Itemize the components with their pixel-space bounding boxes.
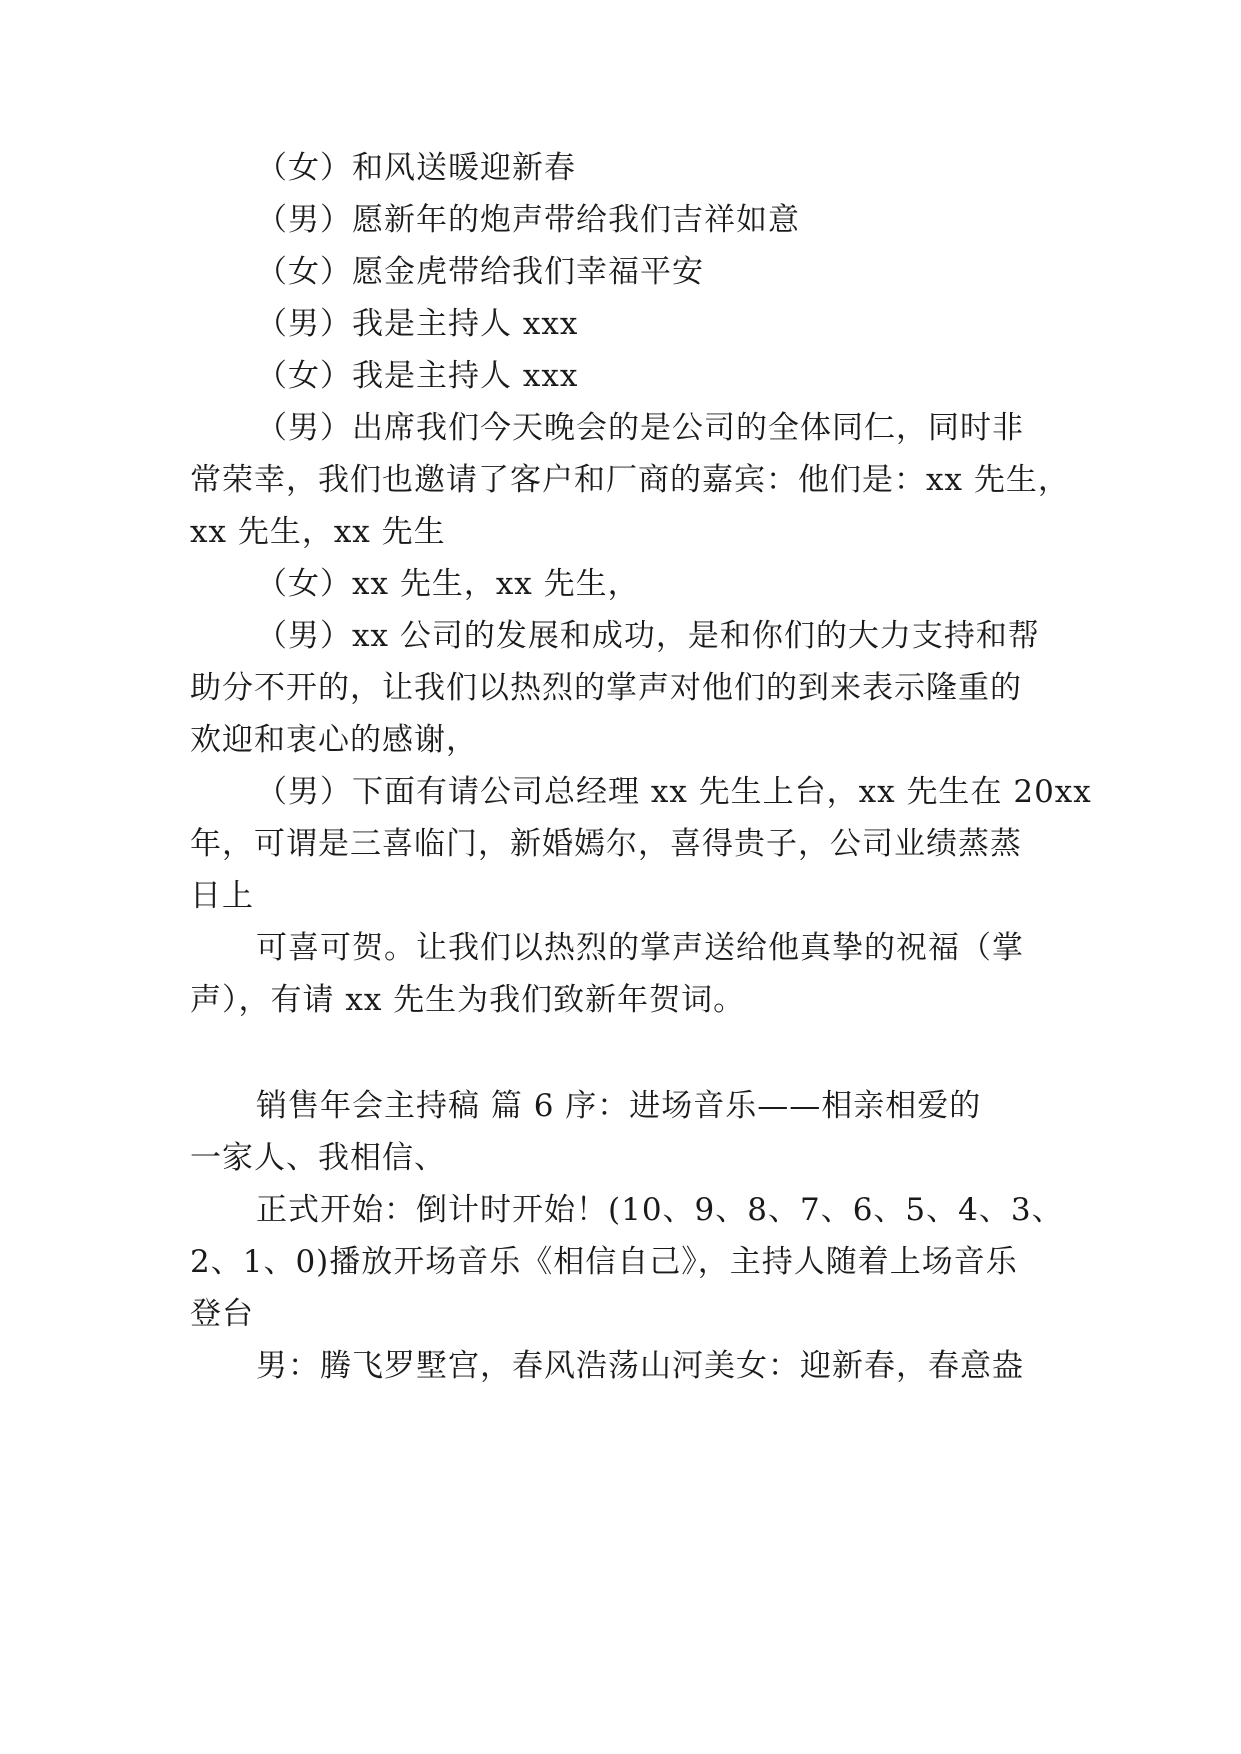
text-line: 登台	[190, 1296, 254, 1332]
text-line: （男）我是主持人 xxx	[256, 306, 579, 342]
text-line: （女）xx 先生，xx 先生，	[256, 566, 640, 602]
text-line: 常荣幸，我们也邀请了客户和厂商的嘉宾：他们是：xx 先生，	[190, 462, 1070, 498]
text-line: 男：腾飞罗墅宫，春风浩荡山河美女：迎新春，春意盎	[256, 1348, 1024, 1384]
text-line: 助分不开的，让我们以热烈的掌声对他们的到来表示隆重的	[190, 670, 1022, 706]
text-line: 日上	[190, 878, 254, 914]
text-line: （男）出席我们今天晚会的是公司的全体同仁，同时非	[256, 410, 1024, 446]
text-line: （女）和风送暖迎新春	[256, 150, 576, 186]
text-line: 可喜可贺。让我们以热烈的掌声送给他真挚的祝福（掌	[256, 930, 1024, 966]
text-line: 年，可谓是三喜临门，新婚嫣尔，喜得贵子，公司业绩蒸蒸	[190, 826, 1022, 862]
text-line: 正式开始：倒计时开始！(10、9、8、7、6、5、4、3、	[256, 1192, 1064, 1228]
text-line: 声），有请 xx 先生为我们致新年贺词。	[190, 982, 746, 1018]
text-line: （女）愿金虎带给我们幸福平安	[256, 254, 704, 290]
text-line: （男）xx 公司的发展和成功，是和你们的大力支持和帮	[256, 618, 1040, 654]
text-line: 一家人、我相信、	[190, 1140, 446, 1176]
text-line: xx 先生，xx 先生	[190, 514, 446, 550]
text-line: （男）愿新年的炮声带给我们吉祥如意	[256, 202, 800, 238]
text-line: （女）我是主持人 xxx	[256, 358, 579, 394]
text-line: （男）下面有请公司总经理 xx 先生上台，xx 先生在 20xx	[256, 774, 1092, 810]
text-line: 欢迎和衷心的感谢，	[190, 722, 478, 758]
section-heading: 销售年会主持稿 篇 6 序：进场音乐——相亲相爱的	[256, 1088, 982, 1124]
text-line: 2、1、0)播放开场音乐《相信自己》，主持人随着上场音乐	[190, 1244, 1018, 1280]
